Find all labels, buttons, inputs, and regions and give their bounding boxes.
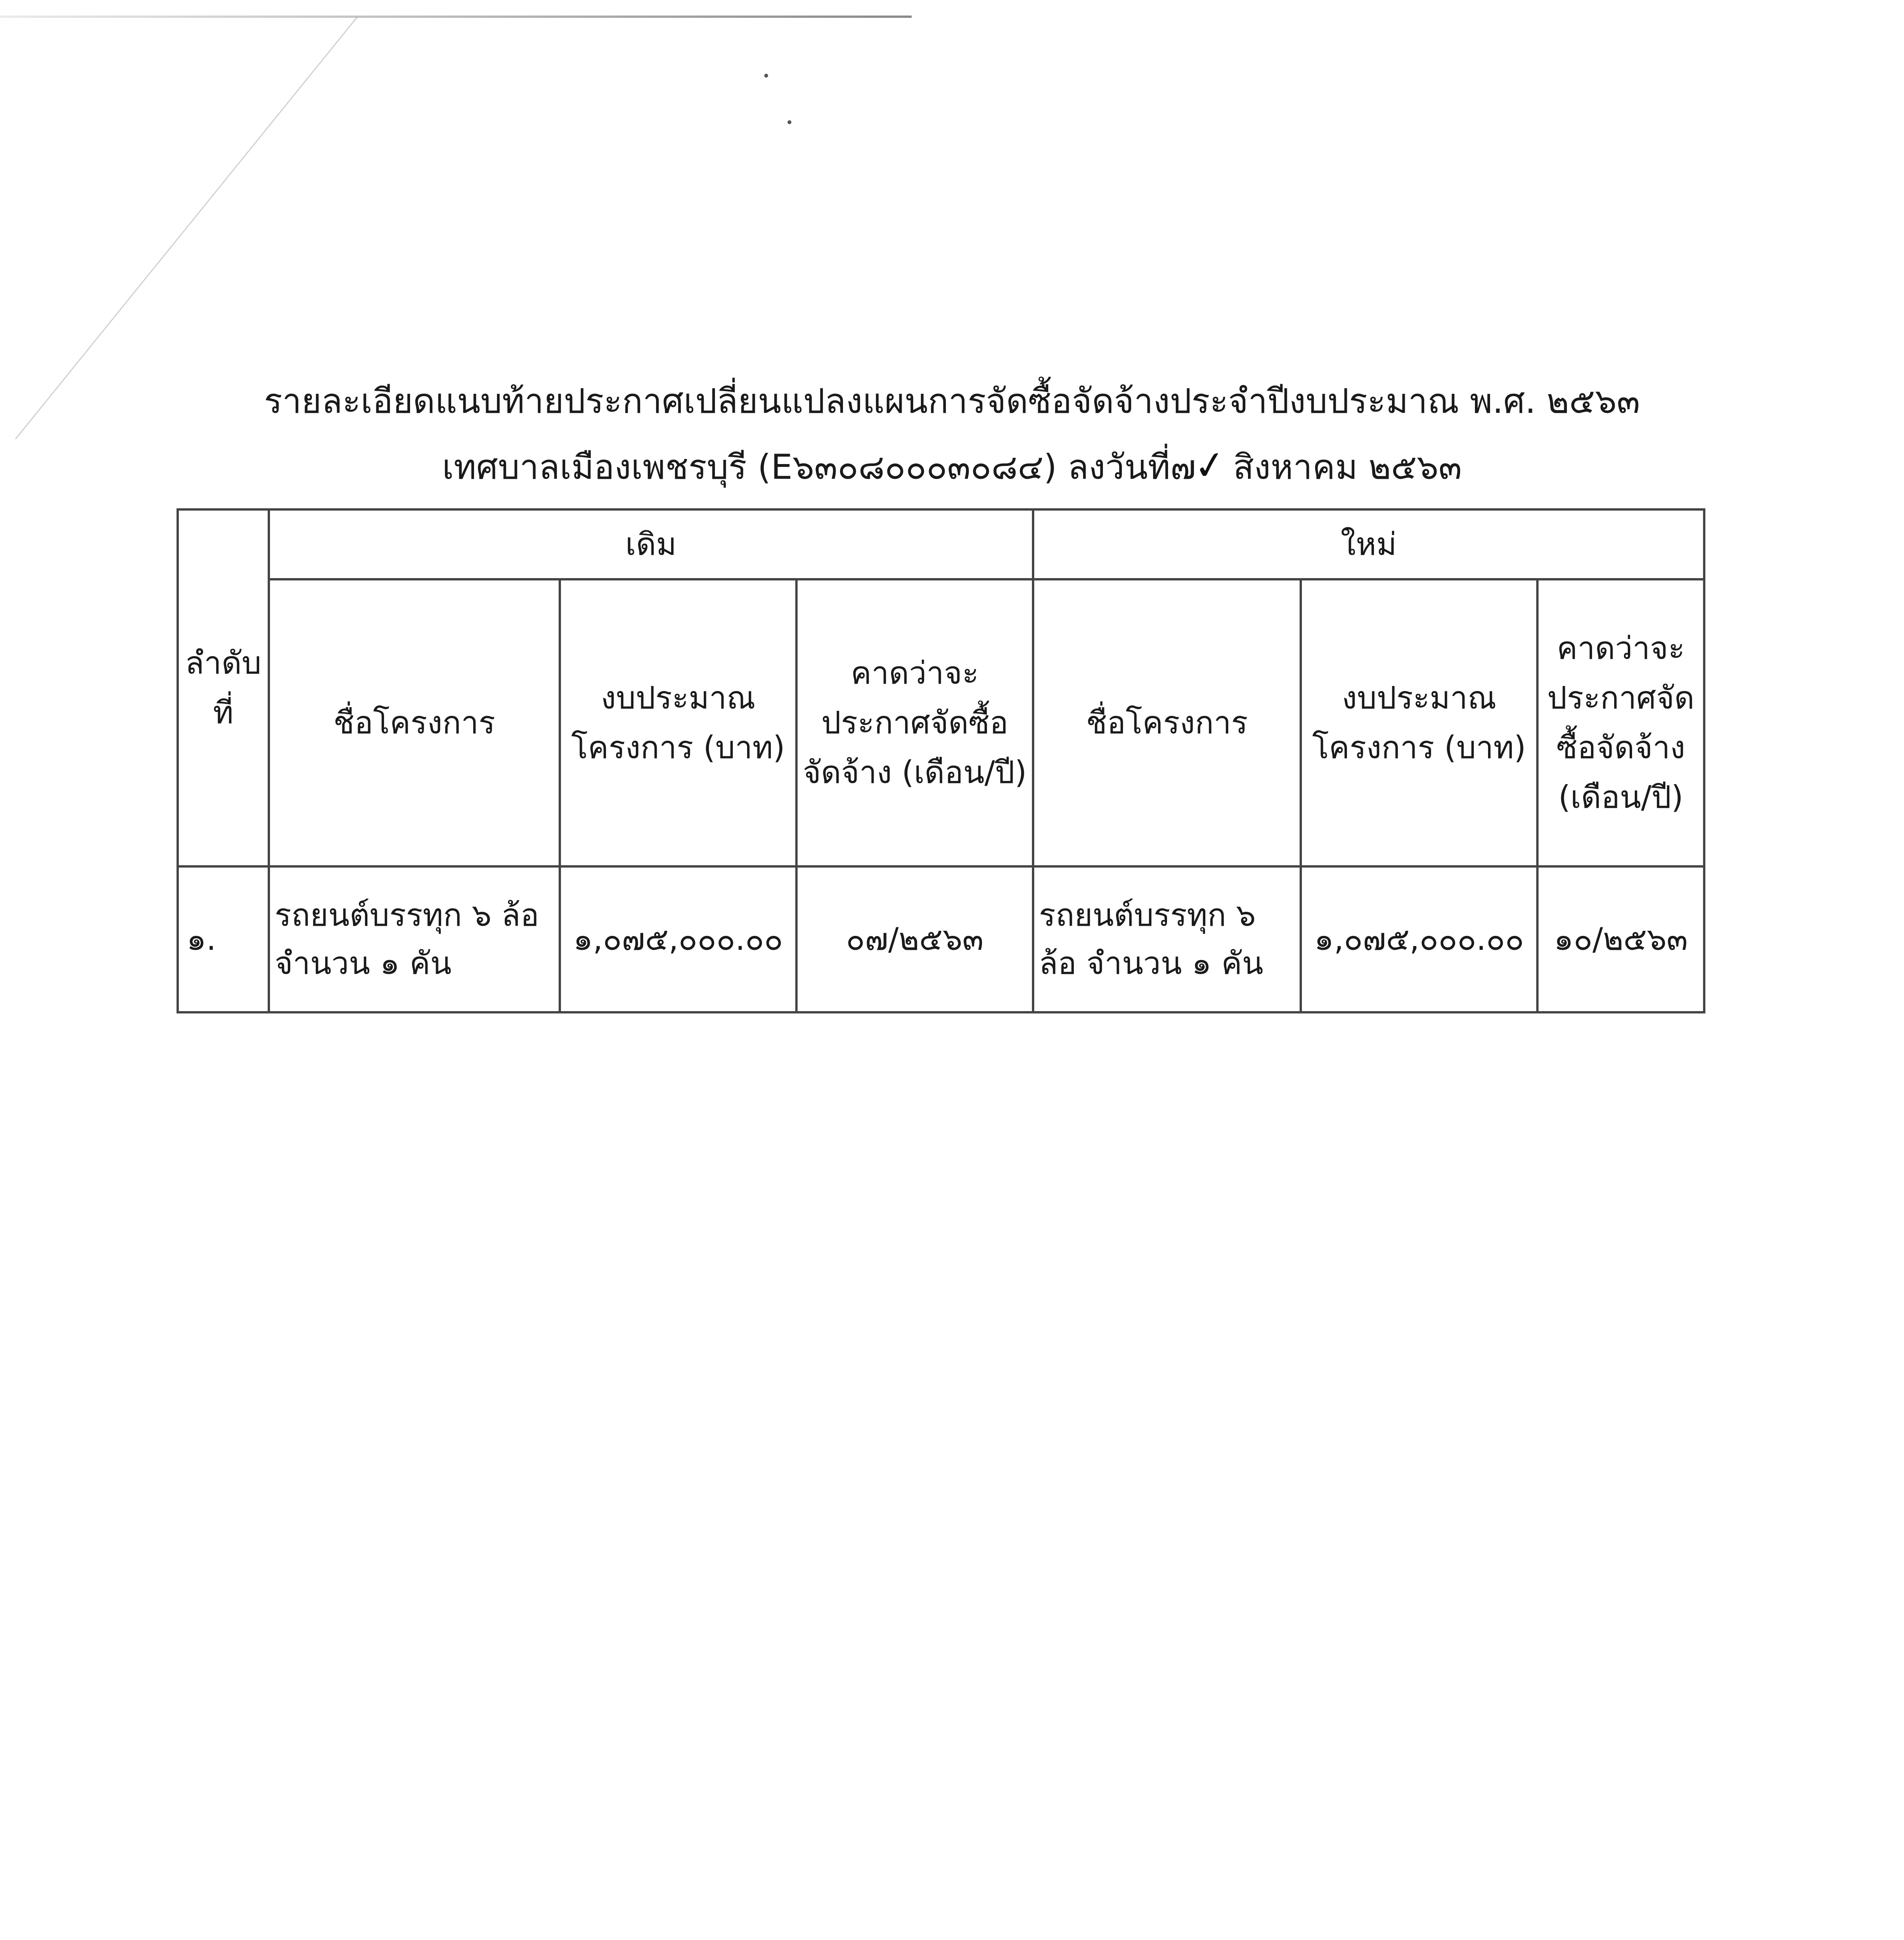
table-sub-header-row bbox=[178, 579, 1704, 866]
document-title: รายละเอียดแนบท้ายประกาศเปลี่ยนแปลงแผนการจัดซื้อจัดจ้างประจำปีงบประมาณ พ.ศ. ๒๕๖๓ bbox=[264, 381, 1640, 421]
header-group-old: เดิม bbox=[269, 509, 1033, 579]
scan-speck bbox=[788, 120, 791, 124]
cell-old-name: รถยนต์บรรทุก ๖ ล้อ จำนวน ๑ คัน bbox=[269, 866, 560, 1012]
subtitle-month-year: สิงหาคม ๒๕๖๓ bbox=[1233, 447, 1462, 487]
header-new-name: ชื่อโครงการ bbox=[1033, 579, 1301, 866]
cell-seq: ๑. bbox=[178, 866, 269, 1012]
cell-old-budget: ๑,๐๗๕,๐๐๐.๐๐ bbox=[560, 866, 796, 1012]
scan-speck bbox=[764, 74, 768, 78]
header-seq: ลำดับที่ bbox=[178, 509, 269, 866]
header-new-expected: คาดว่าจะประกาศจัดซื้อจัดจ้าง (เดือน/ปี) bbox=[1537, 579, 1704, 866]
procurement-change-table bbox=[177, 508, 1705, 1013]
header-old-budget: งบประมาณโครงการ (บาท) bbox=[560, 579, 796, 866]
scan-artifact-diagonal bbox=[15, 17, 358, 440]
subtitle-agency-and-date: เทศบาลเมืองเพชรบุรี (E๖๓๐๘๐๐๐๓๐๘๔) ลงวันที่ bbox=[442, 447, 1170, 487]
cell-new-budget: ๑,๐๗๕,๐๐๐.๐๐ bbox=[1301, 866, 1537, 1012]
table-group-header-row bbox=[178, 509, 1704, 579]
scan-artifact-top bbox=[0, 16, 912, 18]
header-old-expected: คาดว่าจะประกาศจัดซื้อจัดจ้าง (เดือน/ปี) bbox=[796, 579, 1033, 866]
table-row bbox=[178, 866, 1704, 1012]
header-old-name: ชื่อโครงการ bbox=[269, 579, 560, 866]
header-new-budget: งบประมาณโครงการ (บาท) bbox=[1301, 579, 1537, 866]
cell-old-expected: ๐๗/๒๕๖๓ bbox=[796, 866, 1033, 1012]
document-subtitle bbox=[0, 440, 1904, 490]
cell-new-name: รถยนต์บรรทุก ๖ ล้อ จำนวน ๑ คัน bbox=[1033, 866, 1301, 1012]
check-mark-icon: ✓ bbox=[1191, 440, 1229, 490]
header-group-new: ใหม่ bbox=[1033, 509, 1704, 579]
handwritten-day: ๗ bbox=[1170, 447, 1196, 487]
cell-new-expected: ๑๐/๒๕๖๓ bbox=[1537, 866, 1704, 1012]
